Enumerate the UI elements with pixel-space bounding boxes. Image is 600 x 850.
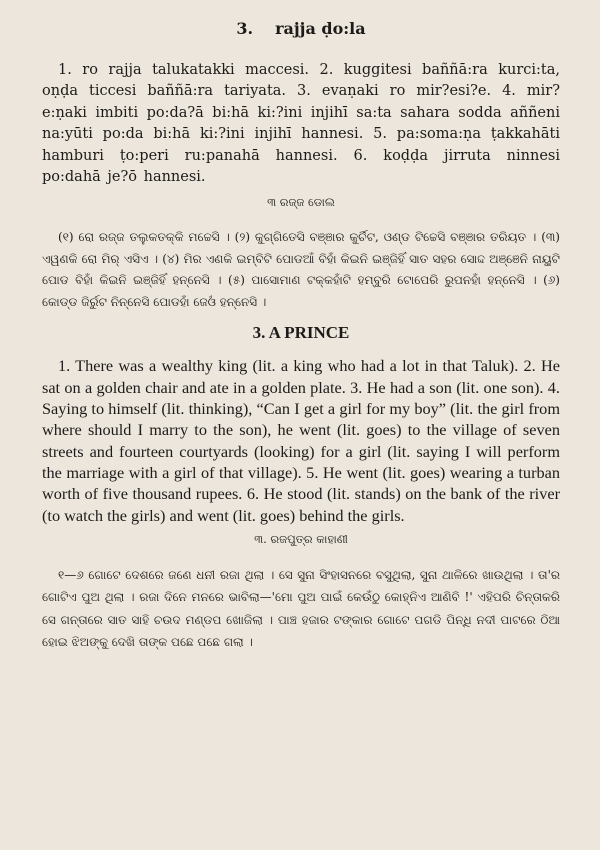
section-heading-transliteration bbox=[42, 0, 560, 47]
section-number: 3. bbox=[236, 19, 254, 38]
transliteration-paragraph: 1. ro rajja talukatakki maccesi. 2. kuggitesi baññā:ra kurci:ta, oṇḍa ticcesi baññā:ra tariyata. 3. evaṇaki ro mir?esi?e. 4. mir?e:ṇaki imbiti po:da?ā bi:hā ki:?ini injihī sa:ta sahara sodda aññeni na:yūti po:da bi:hā ki:?ini injihī hannesi. 5. pa:soma:ṇa ṭakkahāti hamburi ṭo:peri ru:panahā hannesi. 6. koḍḍa jirruta ninnesi po:dahā je?ō hannesi. bbox=[42, 62, 560, 186]
odia-paragraph-2: ୧—୬ ଗୋଟେ ଦେଶରେ ଜଣେ ଧନୀ ରଜା ଥିଲା । ସେ ସୁନା ସିଂହାସନରେ ବସୁଥିଲା, ସୁନା ଥାଳିରେ ଖାଉଥିଲା । ତା'ର ଗୋଟିଏ ପୁଅ ଥିଲା । ରଜା ଦିନେ ମନରେ ଭାବିଲା—'ମୋ ପୁଅ ପାଇଁ କେଉଁଠୁ କୋହ୍ନିଏ ଆଣିବି !' ଏହିପରି ଚିନ୍ତାକରି ସେ ଗନ୍ତାରେ ସାତ ସାହି ଚଉଦ ମଣ୍ଡପ ଖୋଜିଲା । ପାଞ୍ଚ ହଜାର ଟଙ୍କାର ଗୋଟେ ପଗଡି ପିନ୍ଧି ନଦୀ ପାଟରେ ଠିଆ ହୋଇ ଝିଅଙ୍କୁ ଦେଖି ତାଙ୍କ ପଛେ ପଛେ ଗଲା । bbox=[42, 567, 560, 650]
odia-paragraph-1: (୧) ରୋ ରଜ୍ଜ ତଲୁକତକ୍କି ମଚ୍ଚେସି । (୨) କୁଗ୍ଗିତେସି ବଞ୍ଞାର କୁର୍ଚିଟ, ଓଣ୍ଡ ଟିଚ୍ଚେସି ବଞ୍ଞାର ତରିୟତ । (୩) ଏୱଣକି ରୋ ମିର୍ ଏସିଏ । (୪) ମିର ଏଣକି ଇମ୍ବିଟି ପୋଡଆଁ ବିହାଁ କିଇନି ଇଞ୍ଜିହିଁ ସାତ ସହର ସୋଦ୍ଦ ଅଞ୍ଞେନି ନାୟୁଟି ପୋଡ ବିହାଁ କିଇନି ଇଞ୍ଜିହିଁ ହନ୍ନେସି । (୫) ପାସୋମାଣ ଟକ୍କହାଁଟି ହମ୍ବୁରି ଟୋପେରି ରୁପନହାଁ ହନ୍ନେସି । (୬) କୋଡ୍ଡ ଜିର୍ରୁଟ ନିନ୍ନେସି ପୋଡହାଁ ଜେଓଁ ହନ୍ନେସି । bbox=[42, 230, 560, 309]
section-heading-english: 3. A PRINCE bbox=[252, 323, 350, 343]
odia-heading-2: ୩. ରଜପୁତ୍ର କାହାଣୀ bbox=[254, 531, 348, 546]
english-translation-paragraph: 1. There was a wealthy king (lit. a king who had a lot in that Taluk). 2. He sat on a golden chair and ate in a golden plate. 3. He had a son (lit. one son). 4. Saying to himself (lit. thinking), “Can I get a girl for my boy” (lit. the girl from where should I marry to the son), he went (lit. goes) to the village of seven streets and fourteen courtyards (looking) for a girl (lit. saying I will perform the marriage with a girl of that village). 5. He went (lit. goes) wearing a turban worth of five thousand rupees. 6. He stood (lit. stands) on the bank of the river (to watch the girls) and went (lit. goes) behind the girls. bbox=[42, 356, 560, 525]
odia-heading-1: ୩ ରଜ୍ଜ ଡୋଲ bbox=[267, 195, 335, 210]
section-title: rajja ḍo:la bbox=[275, 19, 366, 38]
